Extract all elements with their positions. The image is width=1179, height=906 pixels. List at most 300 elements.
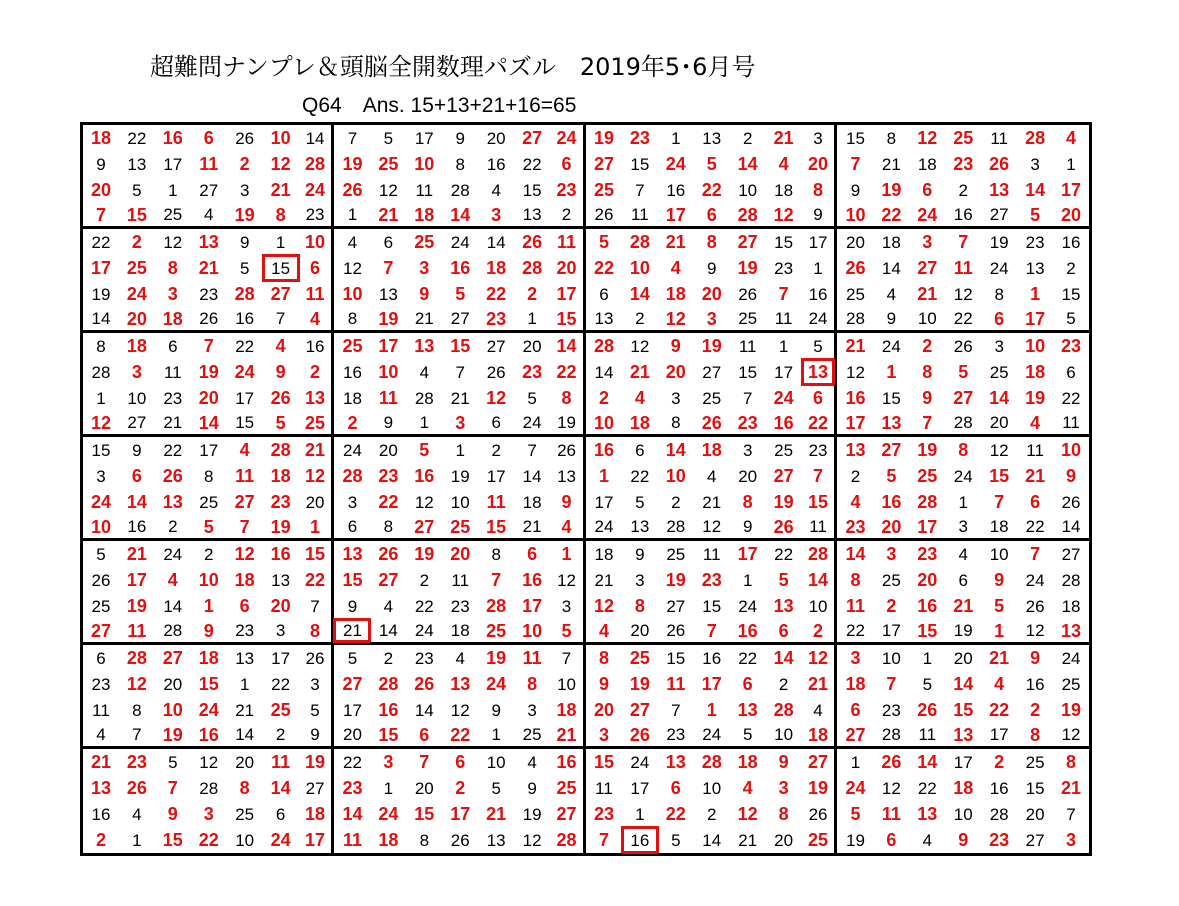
grid-cell: 7 <box>671 700 681 720</box>
grid-cell: 14 <box>802 567 838 593</box>
grid-cell: 5 <box>958 362 969 382</box>
grid-cell: 17 <box>737 544 758 564</box>
grid-cell: 5 <box>383 128 394 148</box>
grid-cell: 13 <box>271 570 291 590</box>
grid-cell: 21 <box>917 284 938 304</box>
grid-cell: 11 <box>909 723 945 749</box>
grid-cell: 1 <box>299 515 335 541</box>
grid-cell: 8 <box>658 411 694 437</box>
grid-cell: 13 <box>127 154 147 174</box>
grid-cell: 10 <box>702 778 722 798</box>
grid-cell: 2 <box>131 232 142 252</box>
grid-cell: 2 <box>598 388 609 408</box>
grid-cell: 6 <box>203 128 214 148</box>
grid-cell: 12 <box>299 463 335 489</box>
grid-cell: 20 <box>522 336 542 356</box>
grid-cell: 28 <box>378 674 399 694</box>
grid-cell: 15 <box>845 128 865 148</box>
grid-cell: 1 <box>550 541 586 567</box>
grid-cell: 3 <box>299 671 335 697</box>
grid-cell: 26 <box>522 232 543 252</box>
grid-cell: 19 <box>665 570 686 590</box>
grid-cell: 16 <box>378 700 399 720</box>
grid-cell: 26 <box>1025 596 1045 616</box>
grid-cell: 6 <box>742 674 753 694</box>
grid-cell: 13 <box>945 723 981 749</box>
grid-cell: 16 <box>593 440 614 460</box>
grid-cell: 25 <box>730 307 766 333</box>
grid-cell: 10 <box>127 388 147 408</box>
grid-cell: 23 <box>163 388 183 408</box>
grid-cell: 4 <box>383 596 394 616</box>
grid-cell: 25 <box>702 388 722 408</box>
grid-cell: 1 <box>671 128 681 148</box>
grid-cell: 24 <box>198 700 219 720</box>
grid-cell: 17 <box>271 648 291 668</box>
grid-cell: 25 <box>666 544 686 564</box>
grid-cell: 27 <box>881 440 902 460</box>
grid-cell: 26 <box>766 515 802 541</box>
grid-cell: 6 <box>478 411 514 437</box>
grid-cell: 6 <box>802 385 838 411</box>
grid-cell: 3 <box>203 804 214 824</box>
grid-cell: 19 <box>1025 388 1046 408</box>
grid-cell: 20 <box>299 489 335 515</box>
grid-cell: 25 <box>270 700 291 720</box>
grid-cell: 25 <box>126 258 147 278</box>
grid-cell: 18 <box>917 154 937 174</box>
grid-cell: 26 <box>845 258 866 278</box>
grid-cell: 1 <box>1030 284 1041 304</box>
grid-cell: 8 <box>922 362 933 382</box>
grid-cell: 5 <box>730 723 766 749</box>
grid-cell: 14 <box>342 804 363 824</box>
grid-cell: 3 <box>1030 154 1040 174</box>
grid-cell: 8 <box>299 619 335 645</box>
grid-cell: 11 <box>953 258 973 278</box>
grid-cell: 16 <box>450 258 471 278</box>
grid-cell: 1 <box>96 388 106 408</box>
grid-cell: 9 <box>132 440 142 460</box>
grid-cell: 26 <box>917 700 938 720</box>
grid-cell: 5 <box>96 544 106 564</box>
grid-cell: 20 <box>917 570 938 590</box>
grid-cell: 24 <box>514 411 550 437</box>
grid-cell: 20 <box>981 411 1017 437</box>
grid-cell: 24 <box>163 544 183 564</box>
grid-cell: 28 <box>550 827 586 853</box>
grid-cell: 27 <box>981 203 1017 229</box>
grid-cell: 12 <box>1053 723 1089 749</box>
grid-cell: 16 <box>486 154 506 174</box>
grid-cell: 15 <box>414 804 435 824</box>
grid-cell: 18 <box>486 258 507 278</box>
grid-cell: 23 <box>199 284 219 304</box>
grid-cell: 9 <box>873 307 909 333</box>
grid-cell: 7 <box>1066 804 1076 824</box>
grid-cell: 19 <box>917 440 938 460</box>
grid-cell: 26 <box>802 801 838 827</box>
grid-cell: 25 <box>953 128 974 148</box>
grid-cell: 24 <box>270 830 291 850</box>
grid-cell: 19 <box>945 619 981 645</box>
grid-cell: 24 <box>953 466 973 486</box>
grid-cell: 11 <box>666 674 686 694</box>
grid-cell: 14 <box>163 596 183 616</box>
grid-cell: 13 <box>773 596 794 616</box>
grid-cell: 6 <box>635 440 645 460</box>
grid-cell: 5 <box>132 180 142 200</box>
grid-cell: 19 <box>881 180 902 200</box>
grid-cell: 1 <box>742 570 753 590</box>
grid-cell: 15 <box>593 752 614 772</box>
grid-cell: 1 <box>981 619 1017 645</box>
grid-cell: 12 <box>342 258 362 278</box>
grid-cell: 4 <box>455 648 465 668</box>
grid-cell: 27 <box>666 596 686 616</box>
grid-cell: 22 <box>738 648 758 668</box>
grid-cell: 21 <box>629 362 650 382</box>
grid-cell: 24 <box>802 307 838 333</box>
grid-cell: 10 <box>299 229 335 255</box>
grid-cell: 20 <box>593 700 614 720</box>
grid-cell: 6 <box>406 723 442 749</box>
grid-cell: 27 <box>522 128 543 148</box>
grid-cell: 16 <box>550 749 586 775</box>
grid-cell: 2 <box>299 359 335 385</box>
grid-cell: 19 <box>593 128 614 148</box>
grid-cell: 10 <box>342 284 363 304</box>
grid-cell: 8 <box>132 700 142 720</box>
grid-cell: 6 <box>766 619 802 645</box>
grid-cell: 14 <box>126 492 147 512</box>
grid-cell: 6 <box>131 466 142 486</box>
grid-cell: 23 <box>478 307 514 333</box>
grid-cell: 11 <box>1053 411 1089 437</box>
grid-cell: 8 <box>1017 723 1053 749</box>
grid-cell: 1 <box>168 180 178 200</box>
grid-cell: 16 <box>162 128 183 148</box>
grid-cell: 3 <box>239 180 250 200</box>
grid-cell: 3 <box>945 515 981 541</box>
grid-cell: 18 <box>845 674 866 694</box>
grid-cell: 23 <box>342 778 363 798</box>
grid-cell: 3 <box>527 700 537 720</box>
grid-cell: 15 <box>299 541 335 567</box>
grid-cell: 7 <box>527 440 537 460</box>
grid-cell: 22 <box>342 752 362 772</box>
grid-cell: 7 <box>491 570 502 590</box>
grid-cell: 17 <box>1017 307 1053 333</box>
grid-cell: 27 <box>199 180 219 200</box>
grid-cell: 15 <box>198 674 219 694</box>
grid-cell: 7 <box>455 362 465 382</box>
grid-cell: 17 <box>701 674 722 694</box>
grid-cell: 19 <box>450 466 470 486</box>
grid-cell: 18 <box>594 544 614 564</box>
grid-cell: 24 <box>773 388 794 408</box>
grid-cell: 12 <box>593 596 614 616</box>
grid-cell: 12 <box>737 804 758 824</box>
grid-cell: 9 <box>635 544 645 564</box>
grid-cell: 28 <box>91 362 111 382</box>
grid-cell: 9 <box>802 203 838 229</box>
grid-cell: 28 <box>730 203 766 229</box>
grid-cell: 2 <box>204 544 214 564</box>
grid-cell: 28 <box>450 180 470 200</box>
grid-cell: 9 <box>96 154 106 174</box>
answer-cell: 15 <box>263 255 299 281</box>
grid-cell: 15 <box>702 596 722 616</box>
grid-cell: 3 <box>742 440 753 460</box>
grid-cell: 13 <box>235 648 255 668</box>
grid-cell: 7 <box>1030 544 1041 564</box>
grid-cell: 20 <box>486 128 506 148</box>
grid-cell: 21 <box>450 388 470 408</box>
grid-cell: 3 <box>263 619 299 645</box>
grid-cell: 27 <box>234 492 255 512</box>
grid-cell: 2 <box>958 180 968 200</box>
grid-cell: 12 <box>450 700 470 720</box>
grid-cell: 11 <box>451 570 470 590</box>
grid-cell: 6 <box>850 700 861 720</box>
grid-cell: 19 <box>263 515 299 541</box>
grid-cell: 19 <box>737 258 758 278</box>
grid-cell: 3 <box>994 336 1004 356</box>
grid-cell: 24 <box>694 723 730 749</box>
grid-cell: 17 <box>909 515 945 541</box>
grid-cell: 19 <box>773 492 794 512</box>
grid-cell: 3 <box>131 362 142 382</box>
grid-cell: 22 <box>442 723 478 749</box>
grid-cell: 23 <box>270 492 291 512</box>
grid-cell: 21 <box>845 336 866 356</box>
grid-cell: 24 <box>845 778 866 798</box>
grid-cell: 8 <box>370 515 406 541</box>
page-title: 超難問ナンプレ＆頭脳全開数理パズル 2019年5･6月号 <box>150 53 756 81</box>
grid-cell: 16 <box>917 596 938 616</box>
grid-cell: 8 <box>204 466 214 486</box>
grid-cell: 27 <box>773 466 794 486</box>
grid-cell: 20 <box>802 151 838 177</box>
grid-cell: 27 <box>442 307 478 333</box>
grid-cell: 9 <box>994 570 1005 590</box>
grid-cell: 5 <box>886 466 897 486</box>
grid-cell: 16 <box>342 362 362 382</box>
grid-cell: 6 <box>670 778 681 798</box>
grid-cell: 7 <box>886 674 897 694</box>
grid-cell: 20 <box>334 723 370 749</box>
grid-cell: 12 <box>845 362 865 382</box>
grid-cell: 18 <box>155 307 191 333</box>
grid-cell: 26 <box>953 336 973 356</box>
grid-cell: 12 <box>163 232 183 252</box>
grid-cell: 26 <box>694 411 730 437</box>
grid-cell: 5 <box>635 492 645 512</box>
grid-cell: 15 <box>478 515 514 541</box>
grid-cell: 12 <box>802 645 838 671</box>
grid-cell: 18 <box>442 619 478 645</box>
grid-cell: 13 <box>1053 619 1089 645</box>
grid-cell: 22 <box>271 674 291 694</box>
grid-cell: 16 <box>119 515 155 541</box>
grid-cell: 12 <box>953 284 973 304</box>
grid-cell: 16 <box>802 281 838 307</box>
grid-cell: 12 <box>199 752 219 772</box>
grid-cell: 18 <box>550 697 586 723</box>
grid-cell: 15 <box>550 307 586 333</box>
grid-cell: 6 <box>550 151 586 177</box>
grid-cell: 24 <box>450 232 470 252</box>
grid-cell: 2 <box>622 307 658 333</box>
grid-cell: 19 <box>845 830 865 850</box>
grid-cell: 6 <box>1066 362 1076 382</box>
grid-cell: 3 <box>886 544 897 564</box>
grid-cell: 17 <box>802 229 838 255</box>
grid-cell: 17 <box>981 723 1017 749</box>
grid-cell: 16 <box>881 492 902 512</box>
grid-cell: 6 <box>383 232 394 252</box>
grid-cell: 2 <box>802 619 838 645</box>
grid-cell: 6 <box>299 255 335 281</box>
grid-cell: 6 <box>527 544 538 564</box>
grid-cell: 5 <box>778 570 789 590</box>
grid-cell: 21 <box>406 307 442 333</box>
grid-cell: 13 <box>622 515 658 541</box>
grid-cell: 21 <box>953 596 974 616</box>
grid-cell: 24 <box>550 125 586 151</box>
grid-cell: 9 <box>730 515 766 541</box>
grid-cell: 26 <box>738 284 758 304</box>
grid-cell: 14 <box>414 700 434 720</box>
grid-cell: 11 <box>415 180 434 200</box>
grid-cell: 9 <box>299 723 335 749</box>
grid-cell: 23 <box>837 515 873 541</box>
grid-cell: 24 <box>126 284 147 304</box>
grid-cell: 9 <box>167 804 178 824</box>
grid-cell: 2 <box>491 440 501 460</box>
grid-cell: 27 <box>83 619 119 645</box>
grid-cell: 28 <box>414 388 434 408</box>
grid-cell: 9 <box>778 752 789 772</box>
grid-cell: 1 <box>383 778 394 798</box>
grid-cell: 26 <box>586 203 622 229</box>
grid-cell: 18 <box>701 440 722 460</box>
grid-cell: 20 <box>550 255 586 281</box>
grid-cell: 20 <box>845 232 865 252</box>
grid-cell: 23 <box>126 752 147 772</box>
grid-cell: 7 <box>83 203 119 229</box>
grid-cell: 28 <box>837 307 873 333</box>
grid-cell: 21 <box>1061 778 1082 798</box>
grid-cell: 10 <box>162 700 183 720</box>
grid-cell: 22 <box>414 596 434 616</box>
grid-cell: 24 <box>630 752 650 772</box>
grid-cell: 8 <box>550 385 586 411</box>
grid-cell: 16 <box>666 180 686 200</box>
grid-cell: 11 <box>378 388 398 408</box>
grid-cell: 13 <box>378 284 398 304</box>
grid-cell: 9 <box>275 362 286 382</box>
grid-cell: 14 <box>845 544 866 564</box>
grid-cell: 20 <box>738 466 758 486</box>
grid-cell: 14 <box>191 411 227 437</box>
grid-cell: 14 <box>442 203 478 229</box>
grid-cell: 4 <box>132 804 142 824</box>
grid-cell: 7 <box>263 307 299 333</box>
grid-cell: 10 <box>909 307 945 333</box>
grid-cell: 17 <box>630 778 650 798</box>
grid-cell: 14 <box>917 752 938 772</box>
grid-cell: 2 <box>334 411 370 437</box>
grid-cell: 22 <box>378 492 399 512</box>
grid-cell: 5 <box>1053 307 1089 333</box>
grid-cell: 14 <box>737 154 758 174</box>
grid-cell: 16 <box>227 307 263 333</box>
grid-cell: 22 <box>198 830 219 850</box>
grid-cell: 15 <box>738 362 758 382</box>
grid-cell: 7 <box>167 778 178 798</box>
grid-cell: 16 <box>989 778 1009 798</box>
grid-cell: 8 <box>263 203 299 229</box>
grid-cell: 26 <box>1061 492 1081 512</box>
grid-cell: 20 <box>235 752 255 772</box>
grid-cell: 18 <box>299 801 335 827</box>
grid-cell: 10 <box>270 128 291 148</box>
grid-cell: 16 <box>270 544 291 564</box>
grid-cell: 23 <box>550 177 586 203</box>
grid-cell: 28 <box>522 258 543 278</box>
grid-cell: 22 <box>235 336 255 356</box>
grid-cell: 19 <box>414 544 435 564</box>
grid-cell: 26 <box>235 128 255 148</box>
grid-cell: 18 <box>774 180 794 200</box>
grid-cell: 2 <box>419 570 430 590</box>
grid-cell: 27 <box>342 674 363 694</box>
grid-cell: 28 <box>629 232 650 252</box>
grid-cell: 9 <box>527 778 537 798</box>
grid-cell: 13 <box>342 544 363 564</box>
grid-cell: 25 <box>155 203 191 229</box>
grid-cell: 2 <box>527 284 538 304</box>
grid-cell: 11 <box>486 492 506 512</box>
grid-cell: 21 <box>594 570 614 590</box>
grid-cell: 17 <box>378 336 399 356</box>
grid-cell: 22 <box>550 359 586 385</box>
grid-cell: 18 <box>90 128 111 148</box>
grid-cell: 7 <box>203 336 214 356</box>
grid-cell: 28 <box>270 440 291 460</box>
grid-cell: 11 <box>738 336 757 356</box>
grid-cell: 25 <box>91 596 111 616</box>
grid-cell: 24 <box>299 177 335 203</box>
grid-cell: 17 <box>1061 180 1082 200</box>
grid-cell: 25 <box>235 804 255 824</box>
grid-cell: 21 <box>773 128 794 148</box>
grid-cell: 7 <box>802 463 838 489</box>
grid-cell: 22 <box>774 544 794 564</box>
grid-cell: 19 <box>1061 700 1082 720</box>
grid-cell: 8 <box>419 830 430 850</box>
grid-cell: 26 <box>91 570 111 590</box>
grid-cell: 8 <box>1066 752 1077 772</box>
grid-cell: 3 <box>1066 830 1077 850</box>
grid-cell: 17 <box>873 619 909 645</box>
grid-cell: 24 <box>90 492 111 512</box>
grid-cell: 25 <box>629 648 650 668</box>
grid-cell: 25 <box>845 284 865 304</box>
grid-cell: 1 <box>635 804 645 824</box>
